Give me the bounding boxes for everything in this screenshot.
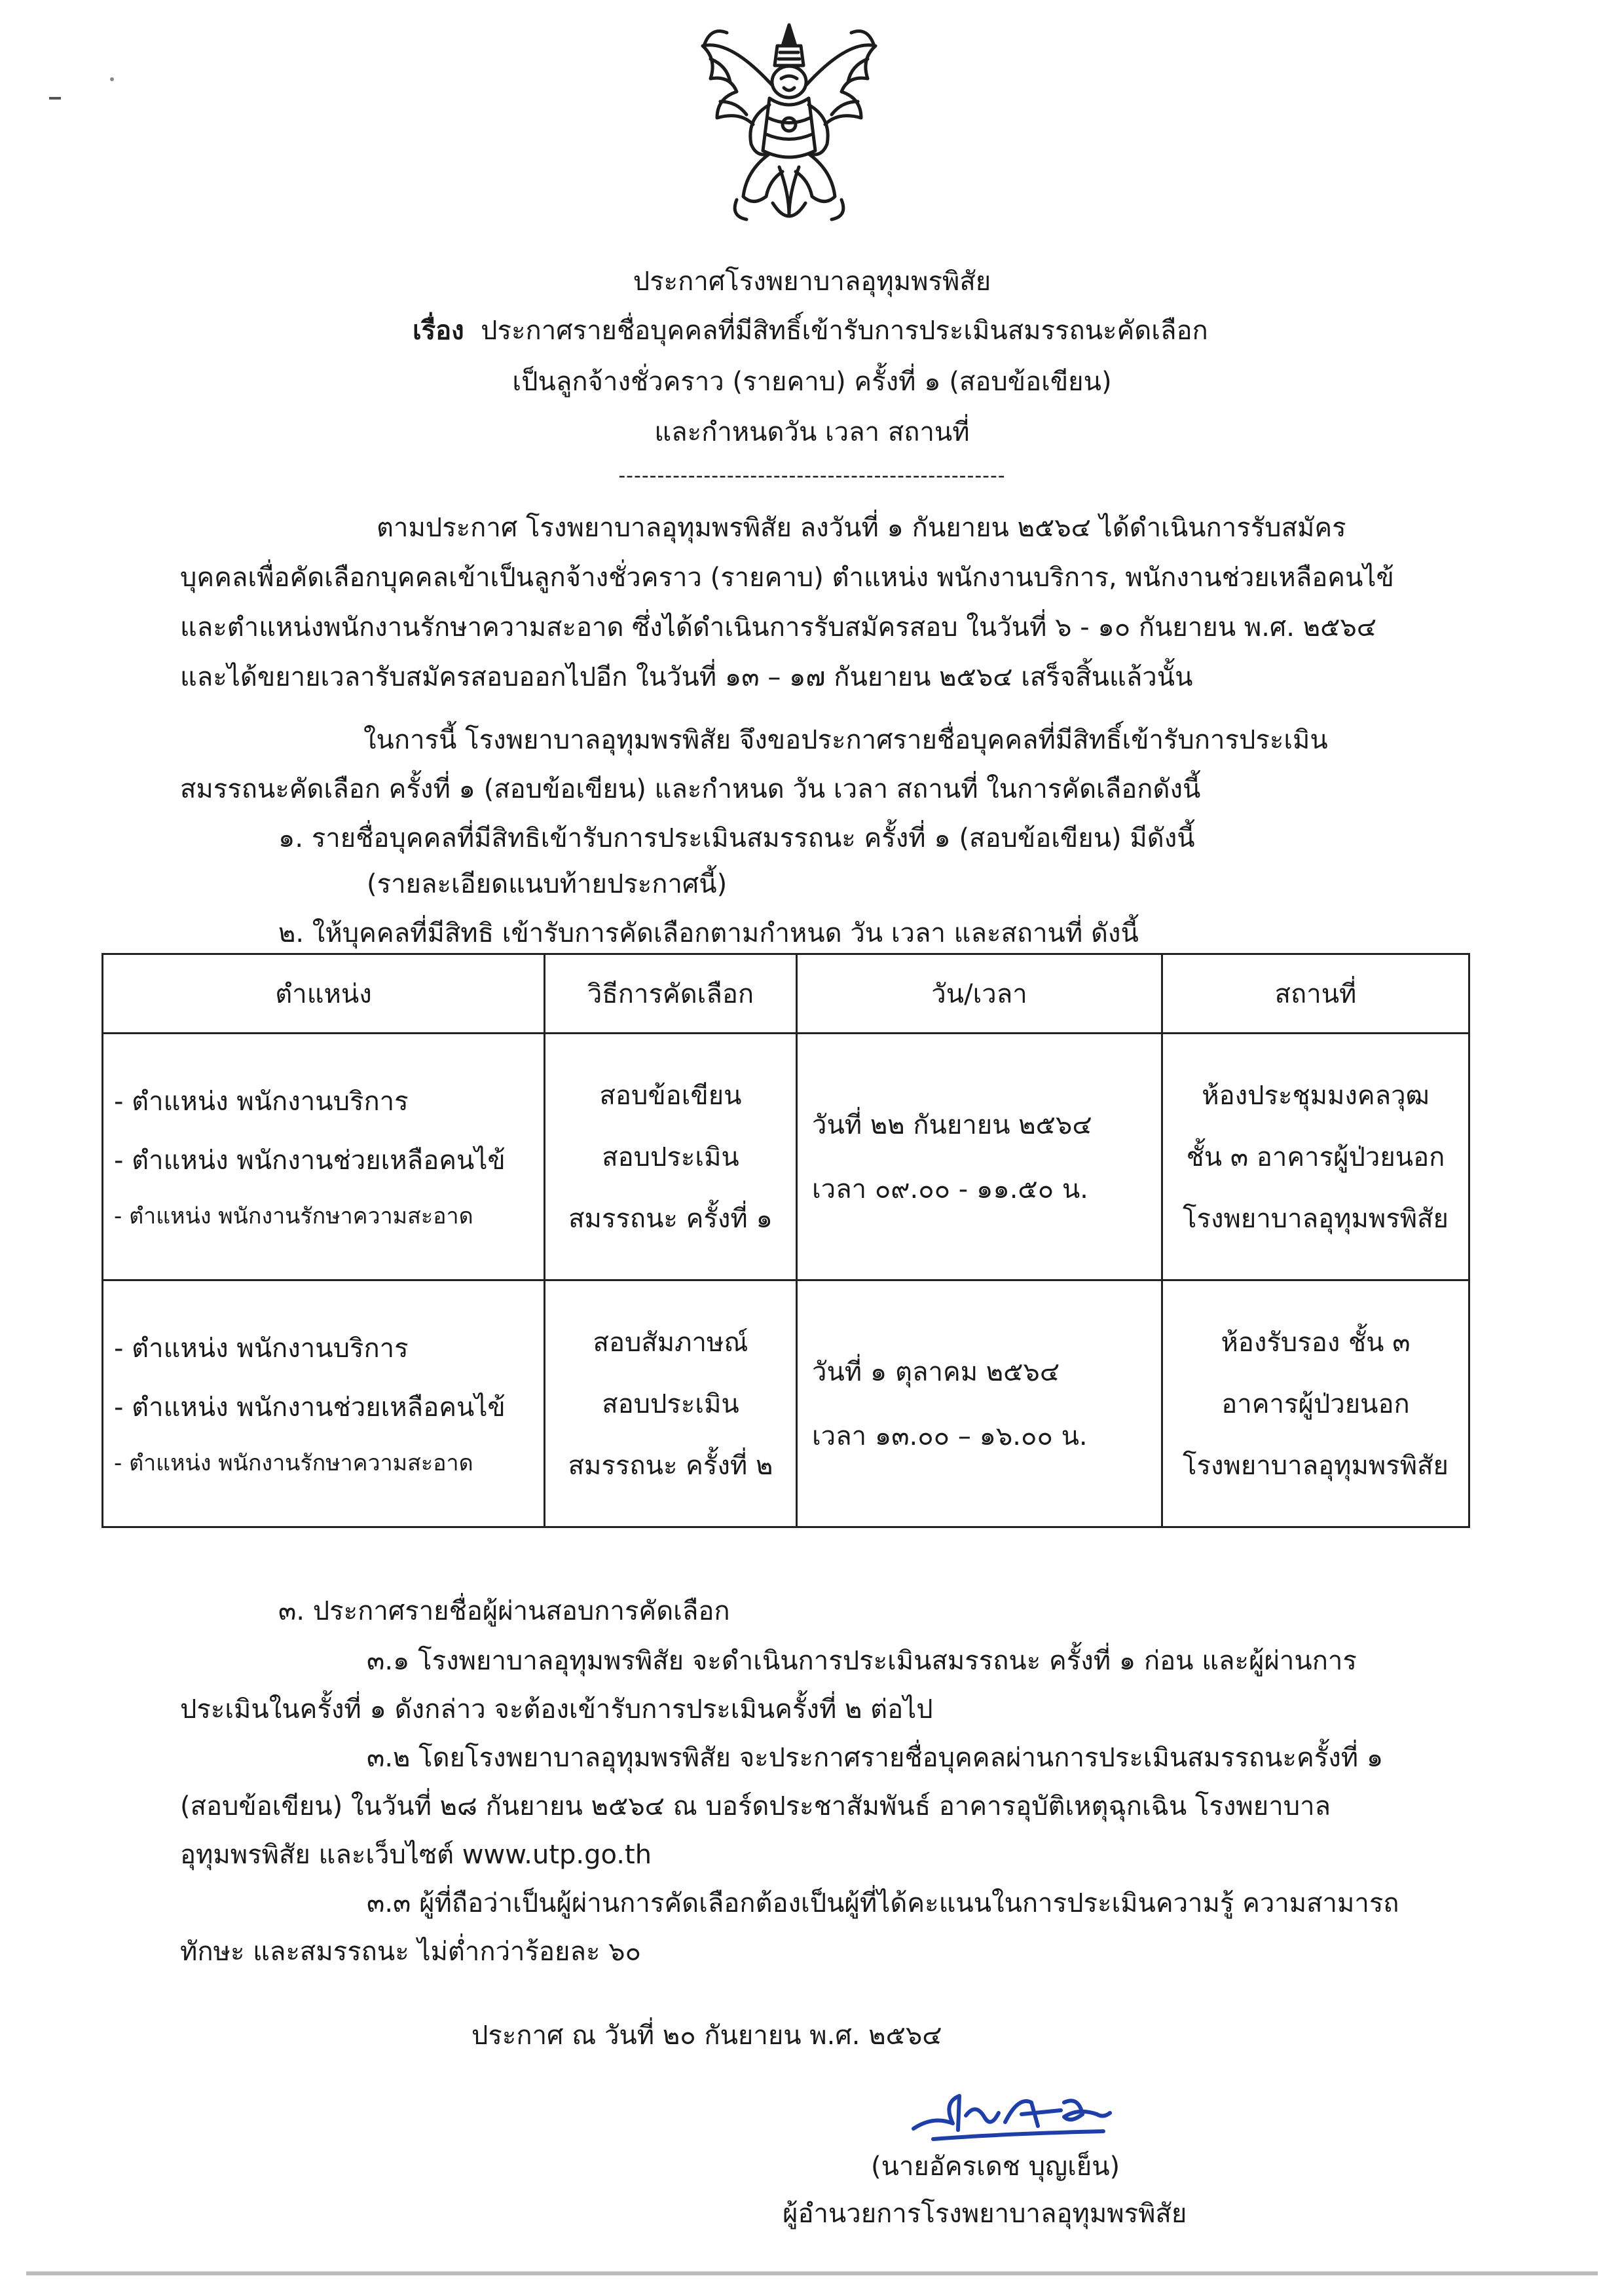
scan-edge [26,2271,1598,2275]
header-method: วิธีการคัดเลือก [545,954,797,1034]
method-line: สอบประเมิน [602,1142,739,1172]
paragraph-2-line-2: สมรรถนะคัดเลือก ครั้งที่ ๑ (สอบข้อเขียน) และกำหนด วัน เวลา สถานที่ ในการคัดเลือกดังนี้ [180,774,1201,804]
garuda-emblem-icon [691,20,887,236]
position-item: - ตำแหน่ง พนักงานบริการ [114,1087,409,1117]
method-cell [545,1280,797,1527]
place-line: ห้องรับรอง ชั้น ๓ [1221,1328,1411,1358]
signer-title: ผู้อำนวยการโรงพยาบาลอุทุมพรพิสัย [783,2199,1187,2229]
place-line: อาคารผู้ป่วยนอก [1221,1389,1410,1419]
subject-line-2: เป็นลูกจ้างชั่วคราว (รายคาบ) ครั้งที่ ๑ (สอบข้อเขียน) [512,367,1112,397]
method-cell [545,1034,797,1280]
datetime-cell [797,1280,1162,1527]
section-3-2-line-2: (สอบข้อเขียน) ในวันที่ ๒๘ กันยายน ๒๕๖๔ ณ บอร์ดประชาสัมพันธ์ อาคารอุบัติเหตุฉุกเฉิน โรงพยาบาล [180,1791,1331,1821]
scan-speck [110,77,114,81]
positions-cell [103,1034,545,1280]
header-divider: -------------------------------------------------- [618,464,1006,487]
place-line: ห้องประชุมมงคลวุฒ [1202,1081,1430,1111]
method-line: สอบข้อเขียน [599,1081,742,1111]
announce-date: ประกาศ ณ วันที่ ๒๐ กันยายน พ.ศ. ๒๕๖๔ [471,2021,942,2051]
table-row [103,1034,1469,1280]
position-item: - ตำแหน่ง พนักงานช่วยเหลือคนไข้ [114,1392,506,1423]
date-line: วันที่ ๒๒ กันยายน ๒๕๖๔ [812,1110,1092,1140]
paragraph-1-line-1: ตามประกาศ โรงพยาบาลอุทุมพรพิสัย ลงวันที่ ๑ กันยายน ๒๕๖๔ ได้ดำเนินการรับสมัคร [377,513,1346,543]
paragraph-2-line-1: ในการนี้ โรงพยาบาลอุทุมพรพิสัย จึงขอประกาศรายชื่อบุคคลที่มีสิทธิ์เข้ารับการประเมิน [363,725,1328,755]
time-line: เวลา ๐๙.๐๐ - ๑๑.๕๐ น. [812,1174,1088,1204]
section-3-3-line-1: ๓.๓ ผู้ที่ถือว่าเป็นผู้ผ่านการคัดเลือกต้องเป็นผู้ที่ได้คะแนนในการประเมินความรู้ ความสามารถ [367,1888,1399,1918]
positions-cell [103,1280,545,1527]
paragraph-1-line-4: และได้ขยายเวลารับสมัครสอบออกไปอีก ในวันที่ ๑๓ – ๑๗ กันยายน ๒๕๖๔ เสร็จสิ้นแล้วนั้น [180,662,1193,692]
header-place: สถานที่ [1162,954,1469,1034]
position-item: - ตำแหน่ง พนักงานบริการ [114,1334,409,1364]
section-3-2-line-1: ๓.๒ โดยโรงพยาบาลอุทุมพรพิสัย จะประกาศรายชื่อบุคคลผ่านการประเมินสมรรถนะครั้งที่ ๑ [367,1743,1384,1773]
header-datetime: วัน/เวลา [797,954,1162,1034]
header-position: ตำแหน่ง [103,954,545,1034]
section-3-1-line-1: ๓.๑ โรงพยาบาลอุทุมพรพิสัย จะดำเนินการประเมินสมรรถนะ ครั้งที่ ๑ ก่อน และผู้ผ่านการ [367,1646,1357,1676]
method-line: สมรรถนะ ครั้งที่ ๑ [568,1204,773,1234]
paragraph-1-line-2: บุคคลเพื่อคัดเลือกบุคคลเข้าเป็นลูกจ้างชั่วคราว (รายคาบ) ตำแหน่ง พนักงานบริการ, พนักงานช่วยเหลือคนไข้ [180,563,1394,593]
announcement-title: ประกาศโรงพยาบาลอุทุมพรพิสัย [633,267,991,297]
signature-image [907,2076,1116,2155]
place-line: โรงพยาบาลอุทุมพรพิสัย [1183,1204,1449,1234]
item-2: ๒. ให้บุคคลที่มีสิทธิ เข้ารับการคัดเลือกตามกำหนด วัน เวลา และสถานที่ ดังนี้ [278,918,1139,948]
schedule-table [101,953,1470,1528]
scan-speck [49,97,61,100]
place-cell [1162,1280,1469,1527]
item-3: ๓. ประกาศรายชื่อผู้ผ่านสอบการคัดเลือก [278,1596,730,1626]
place-cell [1162,1034,1469,1280]
item-1-note: (รายละเอียดแนบท้ายประกาศนี้) [367,869,728,899]
time-line: เวลา ๑๓.๐๐ – ๑๖.๐๐ น. [812,1421,1088,1451]
subject-line-3: และกำหนดวัน เวลา สถานที่ [654,417,970,447]
place-line: ชั้น ๓ อาคารผู้ป่วยนอก [1186,1142,1445,1172]
table-header-row [103,954,1469,1034]
position-item: - ตำแหน่ง พนักงานช่วยเหลือคนไข้ [114,1146,506,1176]
method-line: สอบประเมิน [602,1389,739,1419]
subject-label-line [413,318,1208,344]
method-line: สมรรถนะ ครั้งที่ ๒ [568,1451,773,1481]
position-item: - ตำแหน่ง พนักงานรักษาความสะอาด [114,1203,473,1229]
datetime-cell [797,1034,1162,1280]
position-item: - ตำแหน่ง พนักงานรักษาความสะอาด [114,1450,473,1476]
method-line: สอบสัมภาษณ์ [593,1328,748,1358]
signer-name: (นายอัครเดช บุญเย็น) [871,2152,1120,2182]
section-3-3-line-2: ทักษะ และสมรรถนะ ไม่ต่ำกว่าร้อยละ ๖๐ [180,1937,641,1967]
paragraph-1-line-3: และตำแหน่งพนักงานรักษาความสะอาด ซึ่งได้ดำเนินการรับสมัครสอบ ในวันที่ ๖ - ๑๐ กันยายน พ.ศ. ๒๕๖๔ [180,612,1377,643]
section-3-2-line-3: อุทุมพรพิสัย และเว็บไซต์ www.utp.go.th [180,1840,652,1870]
place-line: โรงพยาบาลอุทุมพรพิสัย [1183,1451,1449,1481]
table-row [103,1280,1469,1527]
section-3-1-line-2: ประเมินในครั้งที่ ๑ ดังกล่าว จะต้องเข้ารับการประเมินครั้งที่ ๒ ต่อไป [180,1694,933,1725]
date-line: วันที่ ๑ ตุลาคม ๒๕๖๔ [812,1357,1060,1387]
item-1: ๑. รายชื่อบุคคลที่มีสิทธิเข้ารับการประเมินสมรรถนะ ครั้งที่ ๑ (สอบข้อเขียน) มีดังนี้ [278,823,1195,853]
subject-line-1: ประกาศรายชื่อบุคคลที่มีสิทธิ์เข้ารับการประเมินสมรรถนะคัดเลือก [481,316,1208,346]
subject-label: เรื่อง [413,316,464,346]
